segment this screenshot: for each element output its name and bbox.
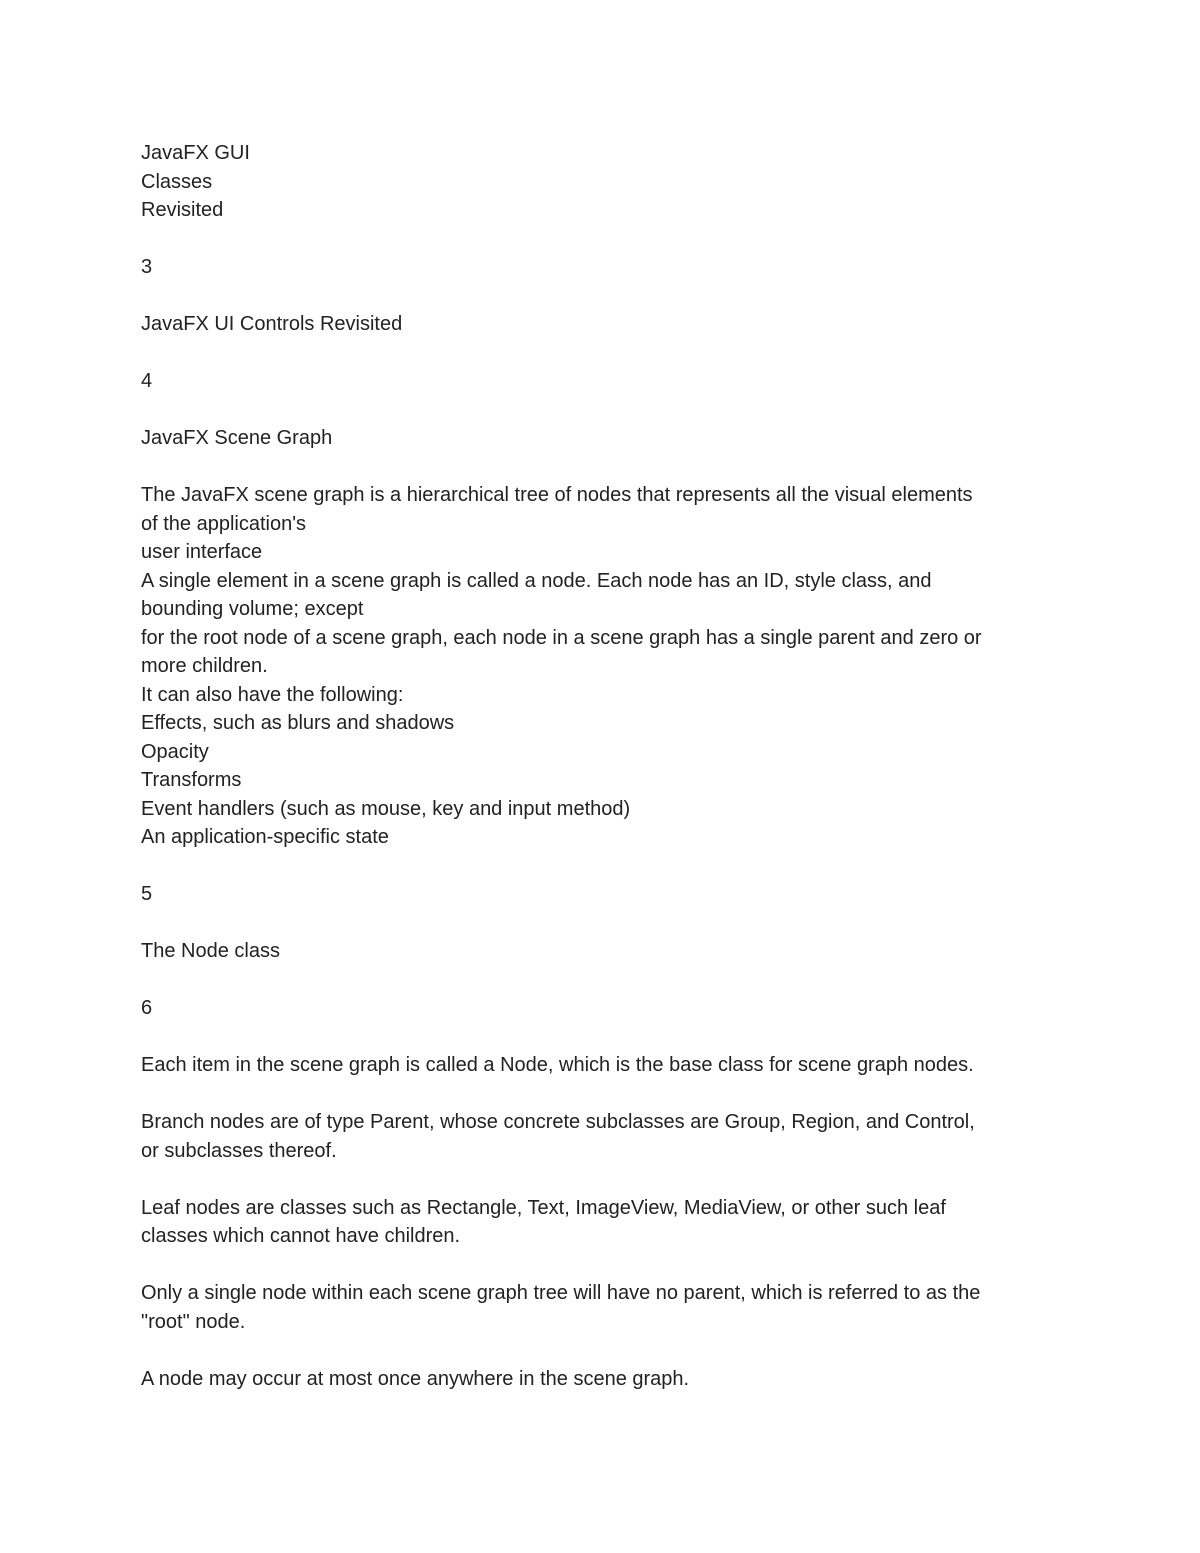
paragraph-line: A node may occur at most once anywhere in the scene graph. (141, 1367, 690, 1390)
body-line: user interface (141, 541, 263, 563)
body-line: for the root node of a scene graph, each node in a scene graph has a single parent and zero or (141, 626, 982, 649)
spacer (141, 453, 1071, 482)
slide-number: 3 (141, 256, 153, 278)
paragraph-line: Branch nodes are of type Parent, whose concrete subclasses are Group, Region, and Control, (141, 1111, 975, 1133)
spacer (141, 282, 1071, 311)
body-line: A single element in a scene graph is called a node. Each node has an ID, style class, and (141, 569, 932, 592)
title-line: Revisited (141, 199, 224, 221)
paragraph-line: Each item in the scene graph is called a Node, which is the base class for scene graph nodes. (141, 1054, 974, 1076)
paragraph-line: "root" node. (141, 1310, 246, 1333)
list-item: Opacity (141, 740, 209, 763)
section-heading: JavaFX Scene Graph (141, 427, 333, 449)
section-heading: The Node class (141, 940, 280, 962)
section-heading: JavaFX UI Controls Revisited (141, 313, 403, 335)
spacer (141, 1251, 1071, 1280)
slide-number: 5 (141, 883, 153, 905)
list-item: Transforms (141, 769, 242, 791)
list-item: Event handlers (such as mouse, key and input method) (141, 797, 631, 820)
spacer (141, 966, 1071, 995)
paragraph-line: Leaf nodes are classes such as Rectangle, Text, ImageView, MediaView, or other such leaf (141, 1196, 946, 1219)
body-line: The JavaFX scene graph is a hierarchical tree of nodes that represents all the visual elements (141, 484, 973, 506)
list-item: Effects, such as blurs and shadows (141, 712, 455, 734)
body-line: more children. (141, 655, 268, 677)
document-page (141, 139, 1071, 1393)
spacer (141, 339, 1071, 368)
spacer (141, 1080, 1071, 1109)
spacer (141, 225, 1071, 254)
spacer (141, 1336, 1071, 1365)
list-item: An application-specific state (141, 826, 389, 848)
spacer (141, 909, 1071, 938)
spacer (141, 1165, 1071, 1194)
body-line: bounding volume; except (141, 598, 364, 620)
slide-number: 4 (141, 370, 153, 392)
title-line: JavaFX GUI (141, 142, 250, 164)
title-line: Classes (141, 170, 213, 193)
paragraph-line: Only a single node within each scene graph tree will have no parent, which is referred to as the (141, 1282, 981, 1304)
spacer (141, 852, 1071, 881)
paragraph-line: or subclasses thereof. (141, 1139, 337, 1162)
spacer (141, 396, 1071, 425)
paragraph-line: classes which cannot have children. (141, 1225, 461, 1247)
body-line: It can also have the following: (141, 683, 404, 706)
body-line: of the application's (141, 512, 307, 535)
spacer (141, 1023, 1071, 1052)
slide-number: 6 (141, 997, 153, 1019)
